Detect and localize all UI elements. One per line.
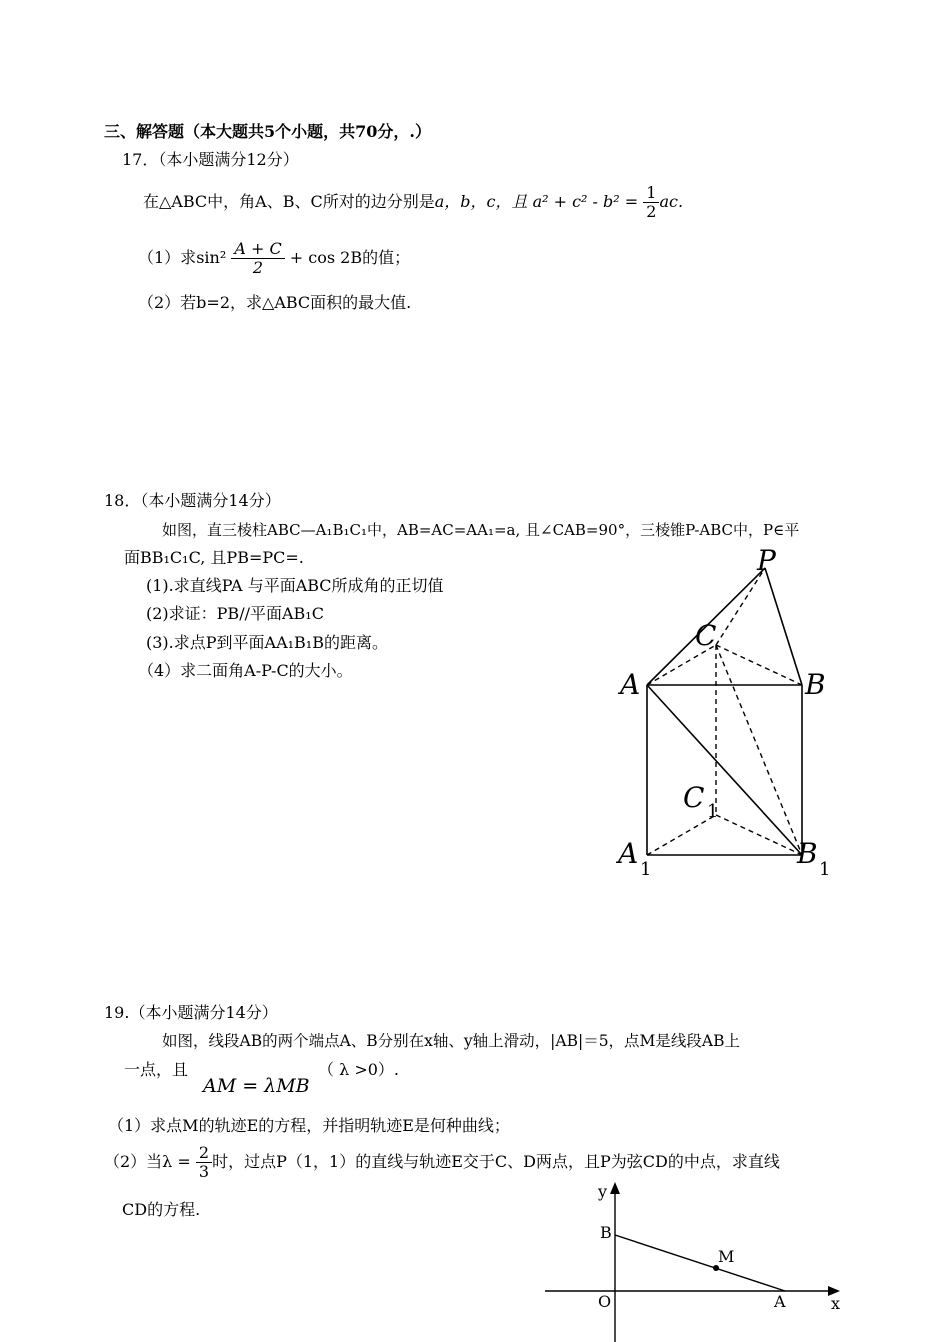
q18-part3: (3).求点P到平面AA₁B₁B的距离。: [146, 633, 388, 652]
q17-stem-eq-tail: ac.: [659, 192, 684, 211]
label-M: M: [718, 1247, 735, 1266]
q17-part1: [138, 238, 410, 278]
q17-part1-fraction: [231, 240, 284, 277]
q17-stem-frac-num: 1: [643, 184, 659, 203]
q19-stem-line2: [124, 1060, 188, 1080]
q17-part1-tail-expr: + cos 2B: [289, 248, 363, 267]
label-B1-sub: 1: [819, 859, 831, 880]
label-P: P: [757, 545, 776, 577]
q17-header: 17．（本小题满分12分）: [122, 150, 299, 169]
q19-part2-frac-num: 2: [196, 1144, 212, 1163]
label-O: O: [598, 1292, 612, 1311]
label-B: B: [805, 668, 826, 701]
label-C1: C: [683, 781, 705, 814]
q17-stem: [143, 182, 683, 222]
label-A1: A: [618, 837, 639, 870]
edge-CB1: [716, 645, 802, 855]
q19-part2-suffix: 时，过点P（1，1）的直线与轨迹E交于C、D两点，且P为弦CD的中点，求直线: [212, 1152, 780, 1171]
y-axis-arrow-icon: [610, 1182, 620, 1194]
q19-part2-prefix: （2）当λ =: [104, 1152, 191, 1171]
q19-stem-line2-prefix: 一点，且: [124, 1060, 189, 1079]
q19-part1: （1）求点M的轨迹E的方程，并指明轨迹E是何种曲线；: [108, 1116, 510, 1135]
q18-part2: (2)求证：PB//平面AB₁C: [146, 604, 324, 623]
q17-part1-frac-den: 2: [252, 258, 264, 277]
section-title: 三、解答题（本大题共5个小题，共70分，.）: [104, 122, 431, 141]
edge-PC: [716, 568, 765, 645]
label-x: x: [831, 1294, 841, 1313]
segment-AB: [615, 1235, 785, 1291]
edge-AB1: [647, 685, 802, 855]
q17-part2: （2）若b=2，求△ABC面积的最大值.: [138, 293, 412, 312]
edge-PB: [765, 568, 802, 685]
label-A: A: [620, 668, 641, 701]
q18-stem-line2: 面BB₁C₁C, 且PB=PC=.: [124, 548, 304, 567]
q18-part4: （4）求二面角A-P-C的大小。: [138, 661, 353, 680]
q19-part2-line2: CD的方程.: [122, 1200, 201, 1219]
q17-stem-prefix: 在△ABC中，角A、B、C所对的边分别是: [143, 192, 435, 211]
edge-C1B1: [716, 815, 802, 855]
edge-A1C1: [647, 815, 716, 855]
label-A1-sub: 1: [640, 859, 652, 880]
q19-condition: （ λ >0）.: [318, 1060, 399, 1079]
q17-part1-suffix: 的值；: [362, 248, 411, 267]
q19-part2-fraction: [196, 1144, 212, 1181]
label-B1: B: [797, 837, 818, 870]
q17-part1-sin: sin²: [196, 248, 227, 267]
q18-prism-figure: [610, 545, 840, 885]
q17-part1-prefix: （1）求: [138, 248, 197, 267]
q19-header: 19.（本小题满分14分）: [104, 1003, 278, 1022]
label-C: C: [695, 619, 717, 652]
label-y: y: [598, 1182, 608, 1201]
q18-part1: (1).求直线PA 与平面ABC所成角的正切值: [146, 576, 444, 595]
q17-stem-frac-den: 2: [646, 202, 657, 221]
q17-stem-vars: a，b，c，且: [434, 192, 528, 211]
label-A: A: [774, 1292, 786, 1311]
q19-part2-frac-den: 3: [198, 1162, 210, 1181]
q19-vector-equation: AM = λMB: [203, 1075, 310, 1097]
q18-stem-line1: 如图，直三棱柱ABC—A₁B₁C₁中，AB=AC=AA₁=a, 且∠CAB=90°，三棱锥P-ABC中，P∈平: [162, 521, 800, 539]
q18-header: 18．（本小题满分14分）: [104, 491, 281, 510]
q17-stem-eq-lhs: a² + c² - b² =: [532, 192, 639, 211]
q17-stem-fraction: [643, 184, 659, 221]
label-C1-sub: 1: [707, 801, 719, 822]
q17-part1-frac-num: A + C: [231, 240, 284, 259]
q19-axes-figure: [540, 1175, 855, 1342]
edge-CB: [716, 645, 802, 685]
label-B: B: [600, 1223, 612, 1242]
q19-stem-line1: 如图，线段AB的两个端点A、B分别在x轴、y轴上滑动，|AB|＝5，点M是线段AB上: [162, 1032, 741, 1050]
